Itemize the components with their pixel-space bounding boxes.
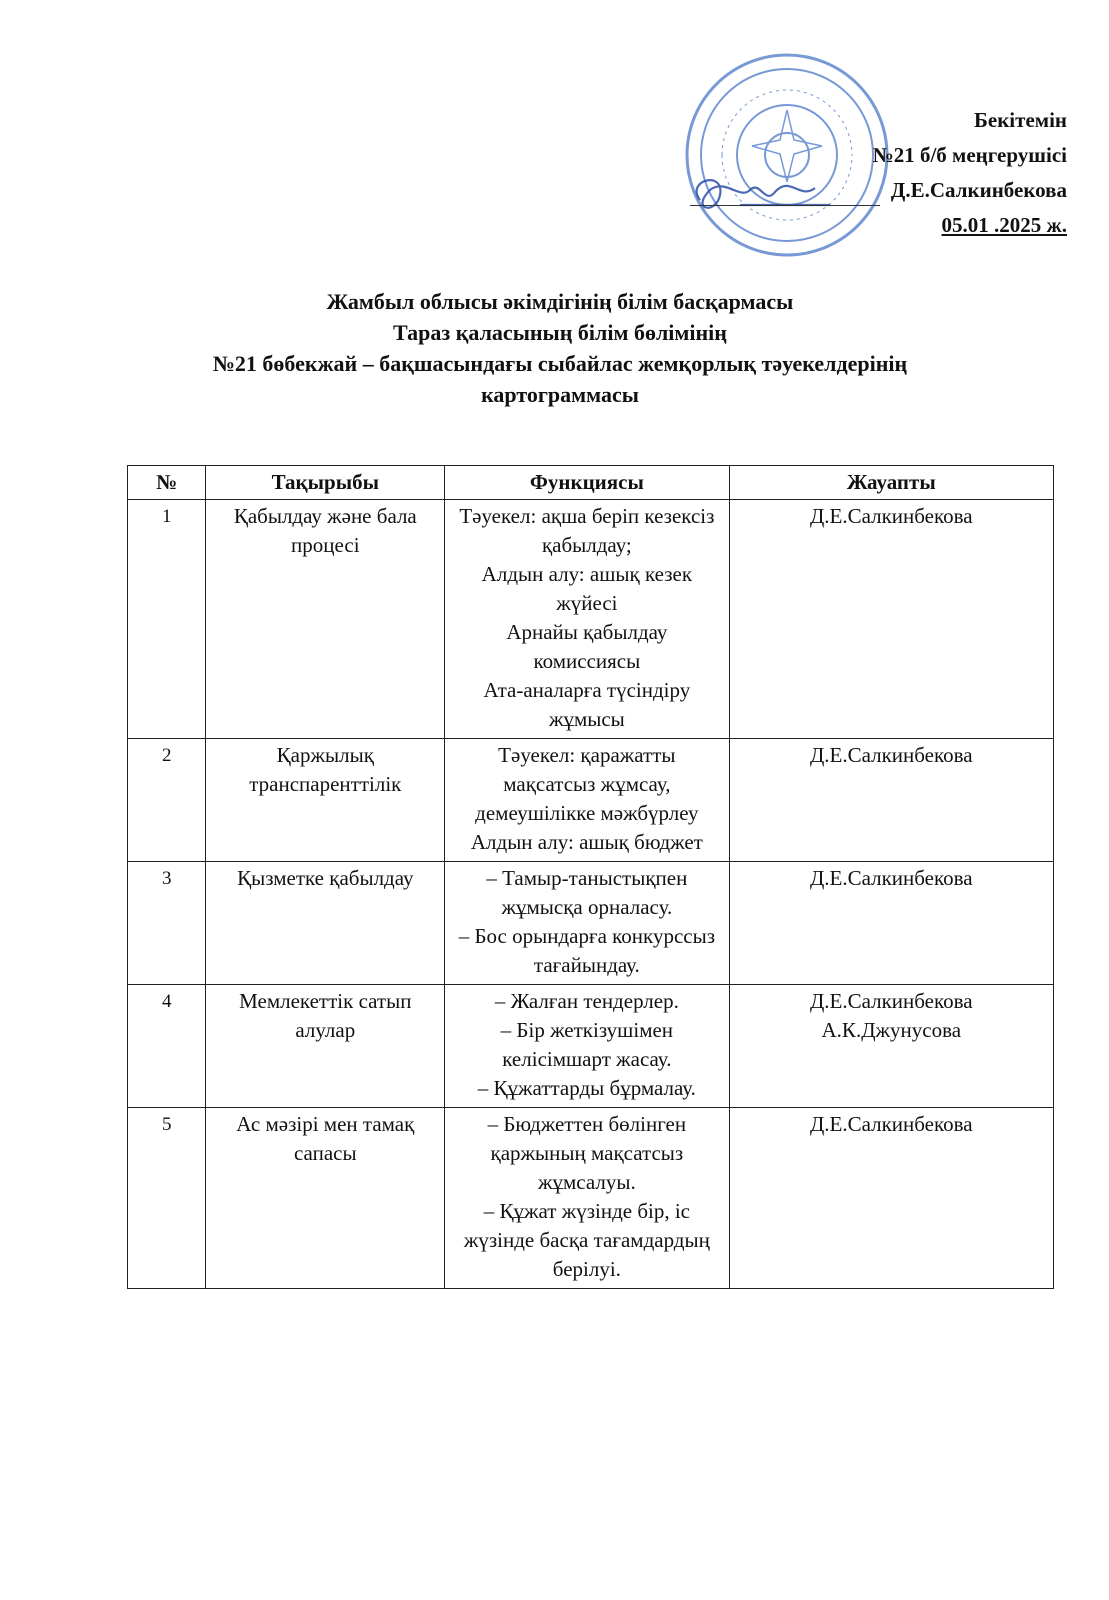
function-line: Тәуекел: ақша беріп кезексіз қабылдау;	[459, 504, 715, 557]
responsible-name: Д.Е.Салкинбекова	[809, 743, 973, 767]
heading-line-4: картограммасы	[481, 382, 639, 407]
row-responsible	[729, 739, 1053, 862]
approval-block	[873, 103, 1067, 243]
responsible-name: Д.Е.Салкинбекова	[809, 989, 973, 1013]
row-function	[445, 739, 729, 862]
row-topic: Қабылдау және бала процесі	[206, 500, 445, 739]
function-line: Ата-аналарға түсіндіру жұмысы	[483, 678, 691, 731]
table-row	[128, 739, 1054, 862]
row-function	[445, 862, 729, 985]
row-topic: Ас мәзірі мен тамақ сапасы	[206, 1108, 445, 1289]
approval-signer: Д.Е.Салкинбекова	[890, 178, 1067, 202]
function-line: Арнайы қабылдау комиссиясы	[506, 620, 668, 673]
responsible-name: Д.Е.Салкинбекова	[809, 1112, 973, 1136]
responsible-name: Д.Е.Салкинбекова	[809, 504, 973, 528]
approval-date: 05.01 .2025 ж.	[941, 213, 1067, 237]
row-number: 4	[128, 985, 206, 1108]
row-function	[445, 1108, 729, 1289]
row-topic: Қаржылық транспаренттілік	[206, 739, 445, 862]
function-line: – Тамыр-таныстықпен жұмысқа орналасу.	[486, 866, 688, 919]
approval-position: №21 б/б меңгерушісі	[872, 143, 1067, 167]
approval-title: Бекітемін	[973, 108, 1067, 132]
heading-line-3: №21 бөбекжай – бақшасындағы сыбайлас жемқорлық тәуекелдерінің	[212, 351, 908, 376]
row-responsible	[729, 1108, 1053, 1289]
function-line: – Жалған тендерлер.	[494, 989, 679, 1013]
function-line: – Құжаттарды бұрмалау.	[477, 1076, 696, 1100]
function-line: – Құжат жүзінде бір, іс жүзінде басқа тағамдардың берілуі.	[463, 1199, 710, 1281]
row-number: 1	[128, 500, 206, 739]
function-line: – Бос орындарға конкурссыз тағайындау.	[458, 924, 715, 977]
row-number: 3	[128, 862, 206, 985]
table-header-row	[128, 466, 1054, 500]
function-line: – Бір жеткізушімен келісімшарт жасау.	[500, 1018, 674, 1071]
table-row	[128, 985, 1054, 1108]
heading-line-1: Жамбыл облысы әкімдігінің білім басқармасы	[326, 289, 794, 314]
signature-mark	[680, 160, 880, 230]
signature-line	[690, 205, 880, 206]
row-number: 5	[128, 1108, 206, 1289]
row-function	[445, 500, 729, 739]
function-line: Алдын алу: ашық бюджет	[470, 830, 703, 854]
function-line: – Бюджеттен бөлінген қаржының мақсатсыз жұмсалуы.	[487, 1112, 687, 1194]
risk-table	[127, 465, 1054, 1289]
header-topic: Тақырыбы	[206, 466, 445, 500]
header-number: №	[128, 466, 206, 500]
row-function	[445, 985, 729, 1108]
document-heading	[110, 286, 1010, 410]
function-line: Алдын алу: ашық кезек жүйесі	[481, 562, 693, 615]
row-responsible	[729, 985, 1053, 1108]
responsible-name: Д.Е.Салкинбекова	[809, 866, 973, 890]
row-responsible	[729, 862, 1053, 985]
table-row	[128, 862, 1054, 985]
header-function: Функциясы	[445, 466, 729, 500]
header-responsible: Жауапты	[729, 466, 1053, 500]
heading-line-2: Тараз қаласының білім бөлімінің	[393, 320, 727, 345]
responsible-name: А.К.Джунусова	[821, 1018, 962, 1042]
row-topic: Мемлекеттік сатып алулар	[206, 985, 445, 1108]
row-topic: Қызметке қабылдау	[206, 862, 445, 985]
table-row	[128, 500, 1054, 739]
row-responsible	[729, 500, 1053, 739]
function-line: Тәуекел: қаражатты мақсатсыз жұмсау, демеушілікке мәжбүрлеу	[475, 743, 699, 825]
table-body	[128, 500, 1054, 1289]
row-number: 2	[128, 739, 206, 862]
table-row	[128, 1108, 1054, 1289]
